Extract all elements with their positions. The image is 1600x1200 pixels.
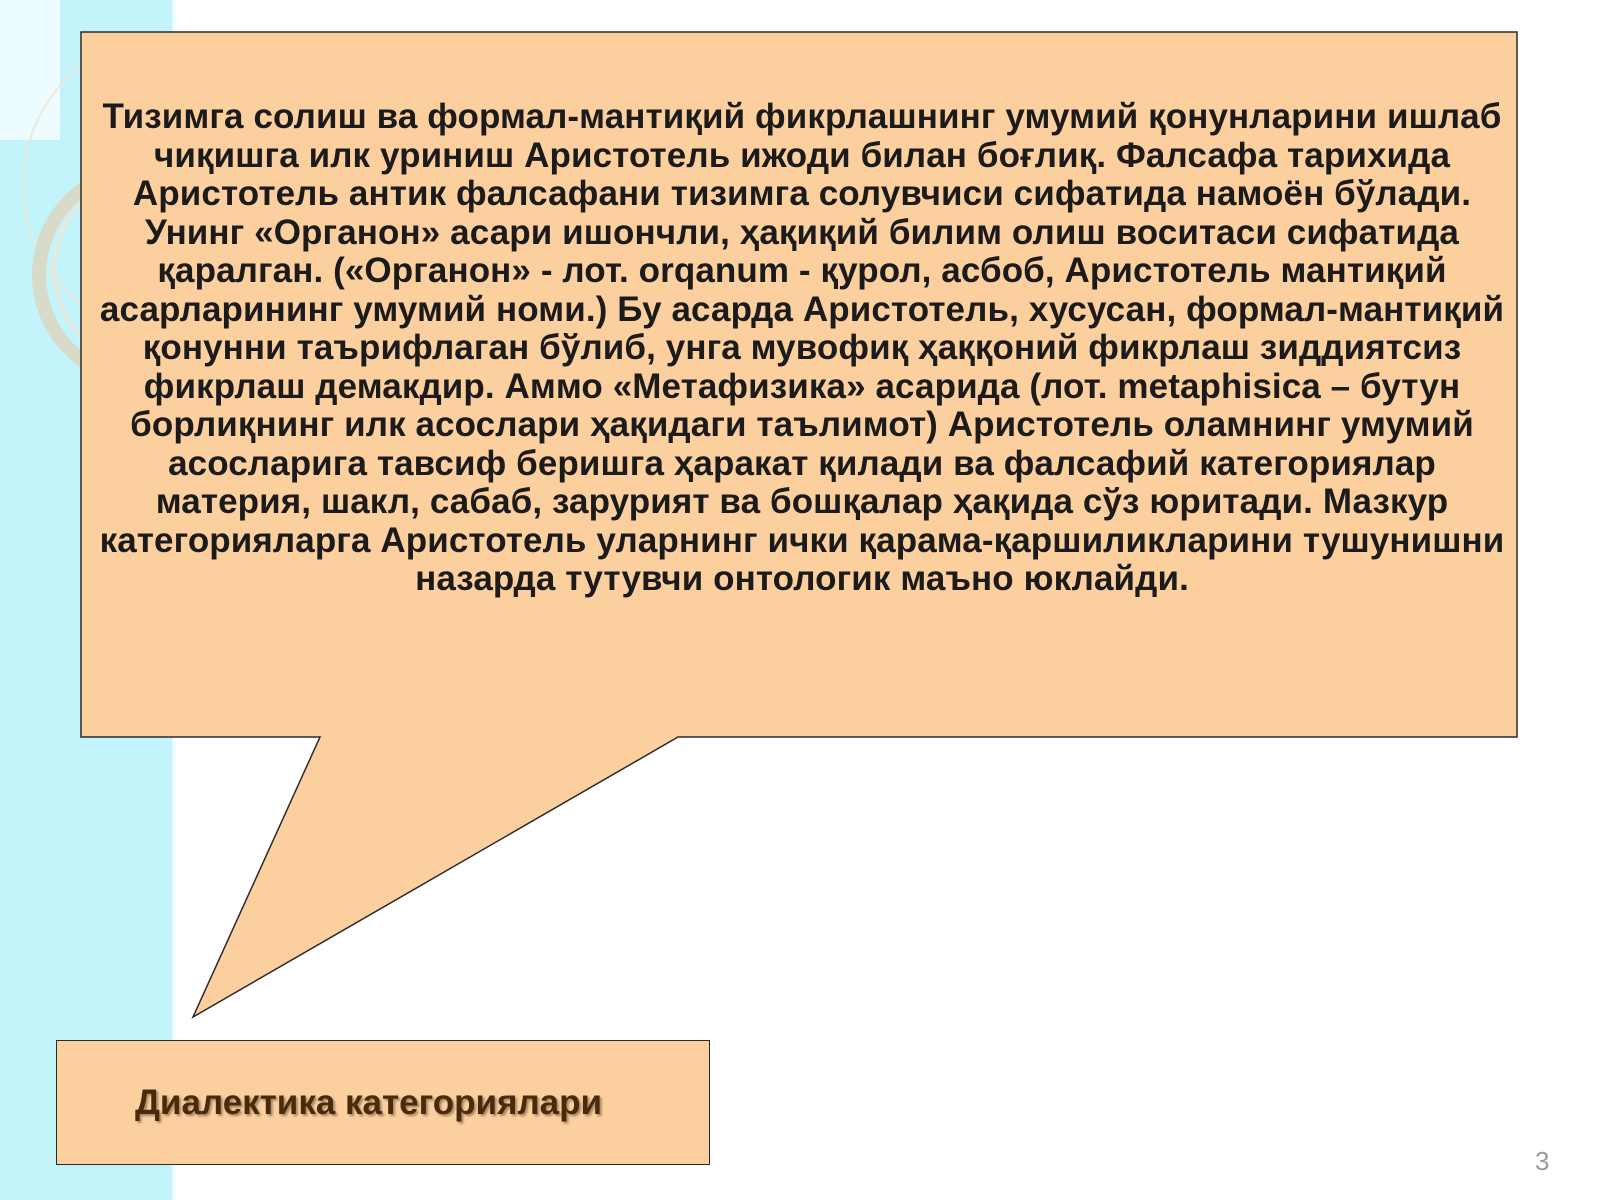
slide-number: 3 [1535, 1146, 1550, 1176]
category-label: Диалектика категориялари [135, 1082, 603, 1122]
category-box [56, 1040, 710, 1165]
callout-body-text: Тизимга солиш ва формал-мантиқий фикрлашнинг умумий қонунларини ишлаб чиқишга илк уриниш Аристотель ижоди билан боғлиқ. Фалсафа тарихида Аристотель антик фалсафани тизимга солувчиси сифатида намоён бўлади. Унинг «Органон» асари ишончли, ҳақиқий билим олиш воситаси сифатида қаралган. («Органон» - лот. orqanum - қурол, асбоб, Аристотель мантиқий асарларининг умумий номи.) Бу асарда Аристотель, хусусан, формал-мантиқий қонунни таърифлаган бўлиб, унга мувофиқ ҳаққоний фикрлаш зиддиятсиз фикрлаш демакдир. Аммо «Метафизика» асарида (лот. metaphisica – бутун борлиқнинг илк асослари ҳақидаги таълимот) Аристотель оламнинг умумий асосларига тавсиф беришга ҳаракат қилади ва фалсафий категориялар материя, шакл, сабаб, зарурият ва бошқалар ҳақида сўз юритади. Мазкур категорияларга Аристотель уларнинг ички қарама-қаршиликларини тушунишни назарда тутувчи онтологик маъно юклайди. [99, 97, 1505, 598]
